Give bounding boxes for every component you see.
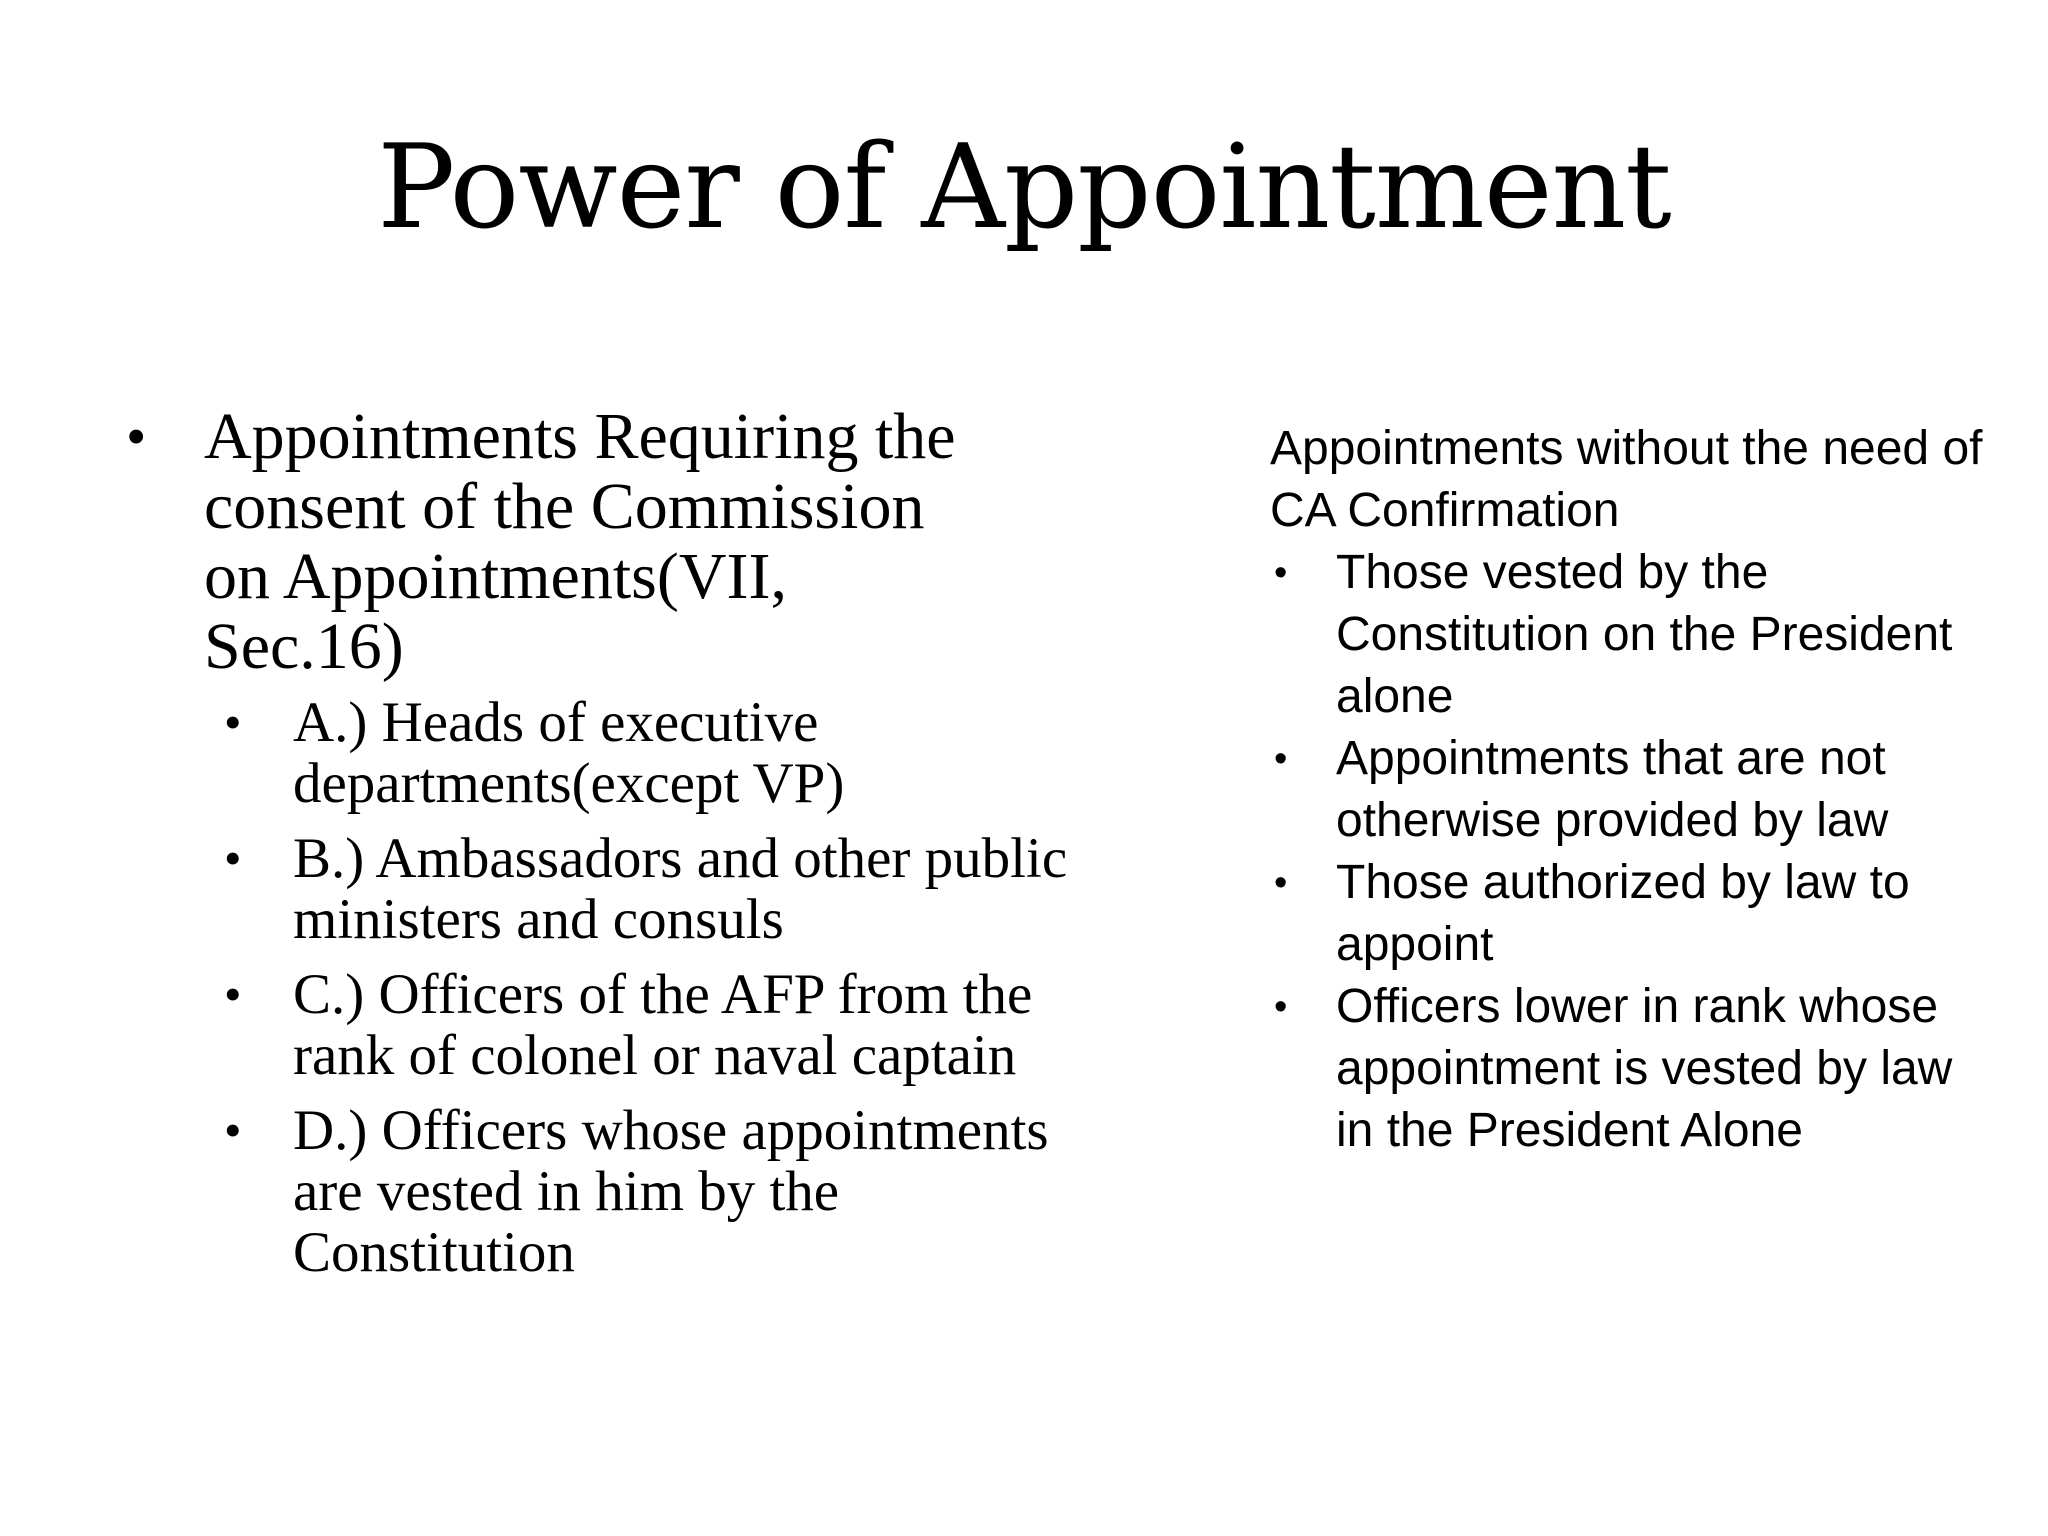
- bullet-icon: •: [126, 404, 147, 469]
- right-list-item-text: Appointments that are not otherwise provided by law: [1336, 732, 1889, 847]
- left-sub-item: [120, 828, 1093, 950]
- right-list-item: [1270, 976, 2000, 1162]
- slide-title: Power of Appointment: [377, 120, 1671, 255]
- bullet-icon: •: [224, 966, 242, 1022]
- bullet-icon: •: [1274, 738, 1288, 780]
- right-list-item: [1270, 852, 2000, 976]
- left-main-item: [120, 402, 1000, 682]
- bullet-icon: •: [224, 830, 242, 886]
- right-list-item: [1270, 728, 2000, 852]
- left-main-heading: Appointments Requiring the consent of the Commission on Appointments(VII, Sec.16): [204, 400, 956, 683]
- right-heading: Appointments without the need of CA Confirmation: [1270, 422, 1983, 537]
- left-sub-item-text: B.) Ambassadors and other public ministers and consuls: [293, 827, 1068, 951]
- bullet-icon: •: [1274, 862, 1288, 904]
- left-sub-item-text: A.) Heads of executive departments(except VP): [293, 691, 845, 815]
- left-sub-item: [120, 692, 1093, 814]
- bullet-icon: •: [224, 694, 242, 750]
- right-list-item-text: Those vested by the Constitution on the President alone: [1336, 546, 1953, 723]
- right-list-item-text: Those authorized by law to appoint: [1336, 856, 1910, 971]
- bullet-icon: •: [224, 1102, 242, 1158]
- left-sub-item-text: C.) Officers of the AFP from the rank of colonel or naval captain: [293, 963, 1033, 1087]
- left-column: [120, 400, 1068, 1297]
- right-list-item: [1270, 542, 2000, 728]
- left-sub-item-text: D.) Officers whose appointments are vested in him by the Constitution: [293, 1099, 1049, 1284]
- left-sub-item: [120, 964, 1093, 1086]
- left-sub-list: [120, 691, 1068, 1284]
- right-column: [1270, 418, 2000, 1162]
- bullet-icon: •: [1274, 552, 1288, 594]
- right-list-item-text: Officers lower in rank whose appointment is vested by law in the President Alone: [1336, 980, 1953, 1157]
- bullet-icon: •: [1274, 986, 1288, 1028]
- left-sub-item: [120, 1100, 1093, 1283]
